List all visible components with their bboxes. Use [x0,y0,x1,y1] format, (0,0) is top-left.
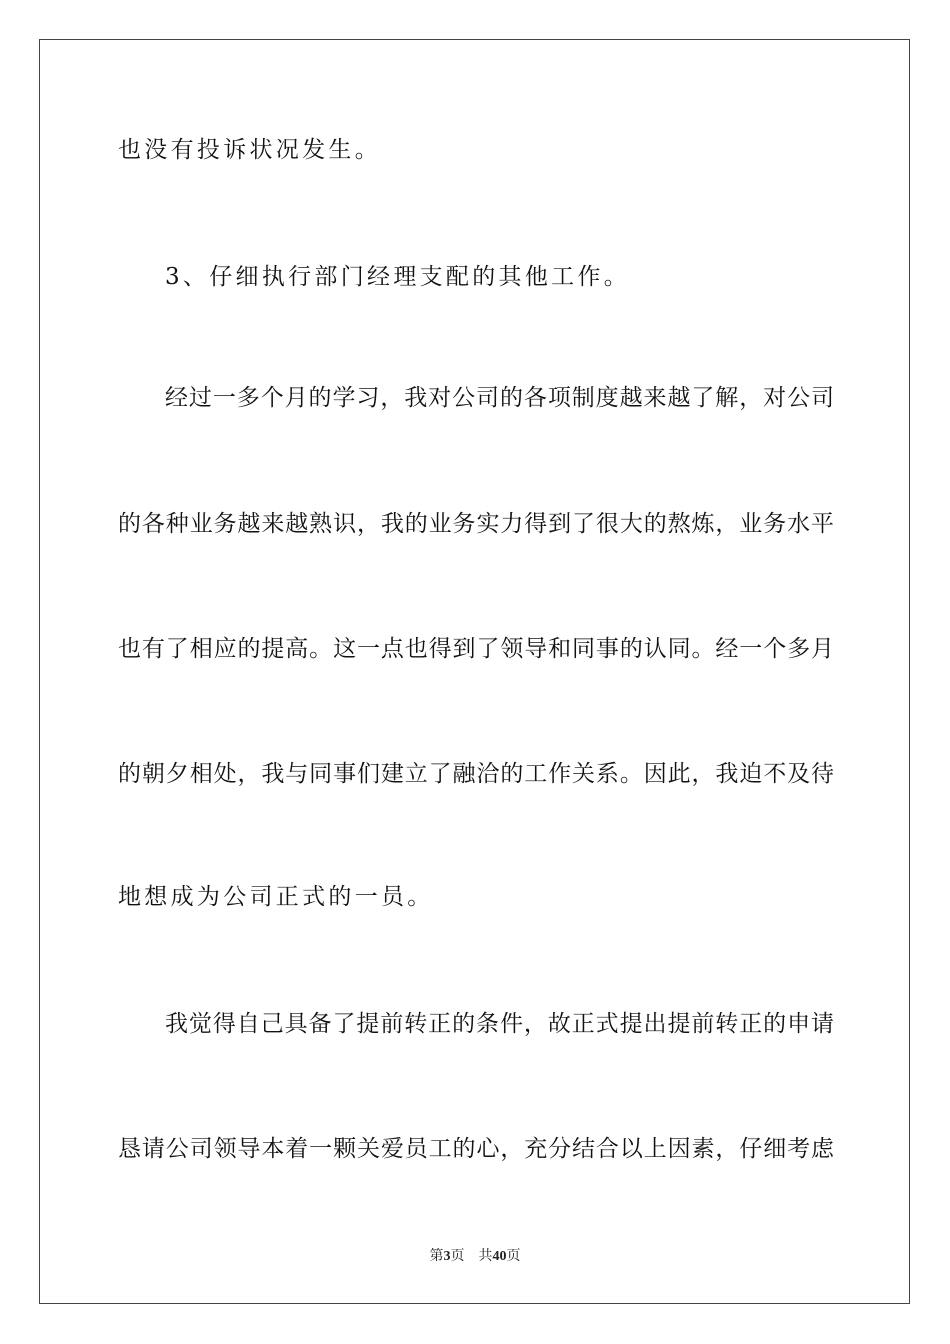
footer-total-prefix: 共 [478,1249,493,1264]
footer-page-prefix: 第 [429,1249,444,1264]
body-line-9: 恳请公司领导本着一颗关爱员工的心，充分结合以上因素，仔细考虑 [118,1136,834,1162]
body-line-3: 经过一多个月的学习，我对公司的各项制度越来越了解，对公司 [165,385,834,411]
page-footer [0,1248,950,1266]
footer-total-suffix: 页 [506,1249,521,1264]
body-line-6: 的朝夕相处，我与同事们建立了融洽的工作关系。因此，我迫不及待 [118,761,834,787]
body-line-4: 的各种业务越来越熟识，我的业务实力得到了很大的熬炼，业务水平 [118,511,834,537]
body-line-5: 也有了相应的提高。这一点也得到了领导和同事的认同。经一个多月 [118,636,834,662]
footer-page-number: 3 [443,1249,451,1264]
body-line-7: 地想成为公司正式的一员。 [118,884,434,910]
body-line-2: 3、仔细执行部门经理支配的其他工作。 [165,264,631,290]
body-line-8: 我觉得自己具备了提前转正的条件，故正式提出提前转正的申请 [165,1011,834,1037]
body-line-1: 也没有投诉状况发生。 [118,137,381,163]
footer-page-suffix: 页 [450,1249,465,1264]
page-border [39,39,910,1304]
footer-total-pages: 40 [492,1249,507,1264]
